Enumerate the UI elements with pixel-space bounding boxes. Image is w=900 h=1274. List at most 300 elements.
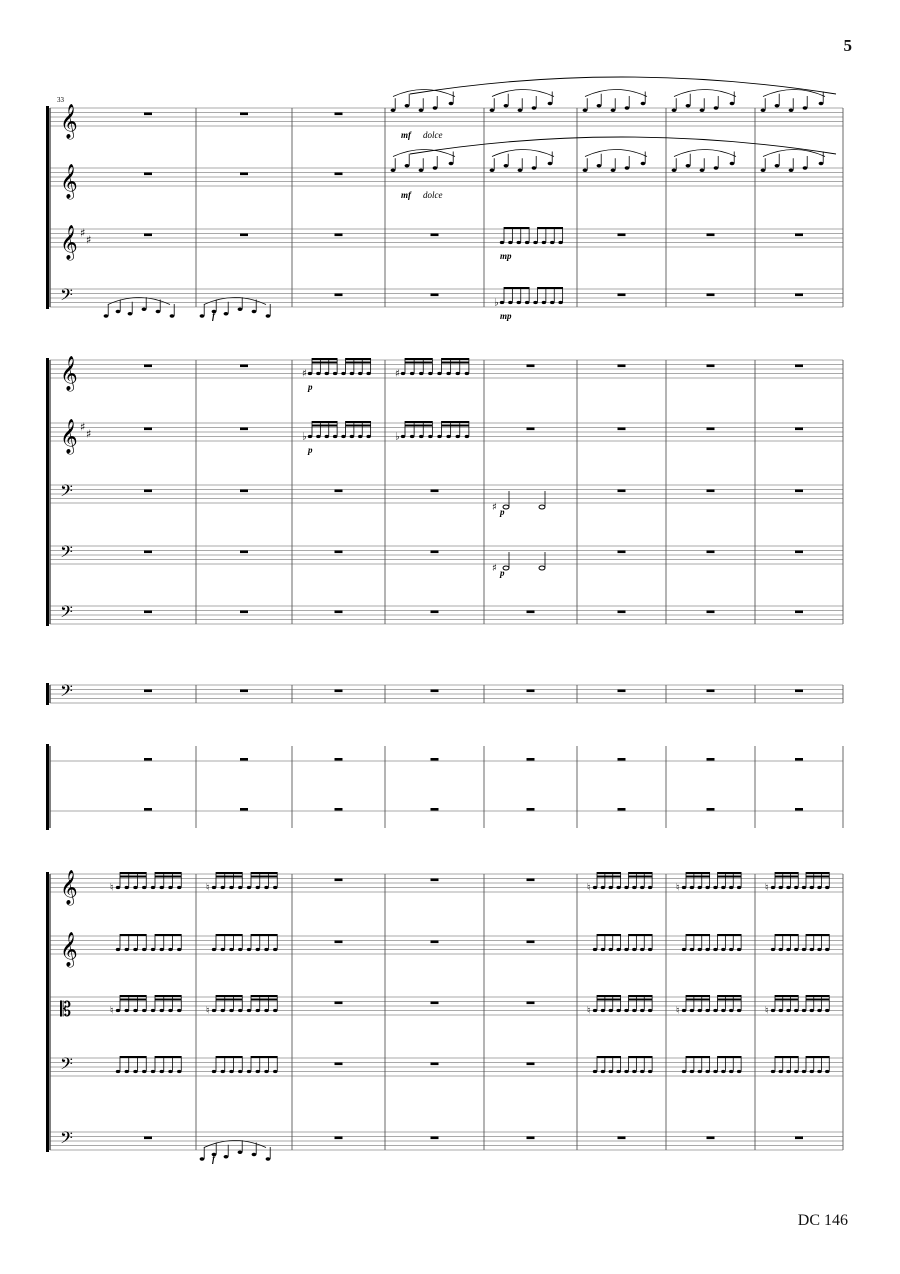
note-head bbox=[151, 886, 155, 889]
whole-rest bbox=[335, 1137, 343, 1140]
beam bbox=[806, 995, 829, 997]
note-head bbox=[542, 241, 546, 244]
note-head bbox=[133, 1070, 137, 1073]
slur bbox=[585, 90, 647, 97]
note-head bbox=[550, 301, 554, 304]
note-head bbox=[358, 372, 362, 375]
slur bbox=[204, 298, 266, 305]
note-head bbox=[729, 886, 733, 889]
whole-rest bbox=[795, 551, 803, 554]
note-head bbox=[771, 1070, 775, 1073]
note-head bbox=[682, 948, 686, 951]
slur bbox=[393, 90, 455, 97]
note-head bbox=[229, 1009, 233, 1012]
note-head bbox=[333, 435, 337, 438]
beam bbox=[120, 876, 146, 878]
alto-clef-icon: 𝄡 bbox=[60, 997, 72, 1021]
treble-clef-icon: 𝄞 bbox=[60, 419, 78, 454]
note-head bbox=[786, 1070, 790, 1073]
note-head bbox=[125, 886, 129, 889]
note-head bbox=[802, 886, 806, 889]
whole-rest bbox=[707, 1137, 715, 1140]
note-head bbox=[517, 301, 521, 304]
note-head bbox=[264, 1009, 268, 1012]
note-head bbox=[624, 886, 628, 889]
whole-rest bbox=[335, 113, 343, 116]
beam bbox=[442, 362, 469, 364]
note-head bbox=[729, 1070, 733, 1073]
note-head bbox=[308, 372, 312, 375]
note-head bbox=[419, 109, 424, 112]
whole-rest bbox=[795, 234, 803, 237]
whole-rest bbox=[335, 611, 343, 614]
note-head bbox=[721, 886, 725, 889]
note-head bbox=[789, 169, 794, 172]
note-head bbox=[700, 169, 705, 172]
note-head bbox=[333, 372, 337, 375]
note-head bbox=[786, 948, 790, 951]
whole-rest bbox=[618, 490, 626, 493]
beam bbox=[442, 421, 469, 423]
beam bbox=[251, 995, 277, 997]
beam bbox=[538, 227, 563, 229]
beam bbox=[251, 934, 277, 936]
accidental: ♭ bbox=[302, 431, 307, 443]
note-head bbox=[625, 166, 630, 169]
dynamic-mark: f bbox=[212, 311, 215, 321]
beam bbox=[806, 999, 829, 1001]
note-head bbox=[779, 948, 783, 951]
beam bbox=[216, 872, 242, 874]
note-head bbox=[817, 948, 821, 951]
note-head bbox=[410, 372, 414, 375]
note-head bbox=[401, 435, 405, 438]
note-head bbox=[256, 886, 260, 889]
note-head bbox=[128, 312, 133, 315]
whole-rest bbox=[618, 611, 626, 614]
whole-rest bbox=[527, 758, 535, 761]
note-head bbox=[771, 948, 775, 951]
whole-rest bbox=[144, 808, 152, 811]
note-head bbox=[698, 886, 702, 889]
note-head bbox=[583, 109, 588, 112]
note-head bbox=[229, 1070, 233, 1073]
key-sharp-icon: ♯ bbox=[86, 233, 92, 247]
whole-rest bbox=[240, 113, 248, 116]
dynamic-mark: mp bbox=[500, 311, 512, 321]
whole-rest bbox=[527, 428, 535, 431]
note-head bbox=[705, 1070, 709, 1073]
note-head bbox=[779, 1070, 783, 1073]
note-head bbox=[221, 948, 225, 951]
note-head bbox=[819, 102, 824, 105]
note-head bbox=[391, 169, 396, 172]
whole-rest bbox=[618, 294, 626, 297]
beam bbox=[155, 999, 181, 1001]
note-head bbox=[593, 886, 597, 889]
dynamic-mark: p bbox=[500, 568, 505, 578]
note-head bbox=[686, 164, 691, 167]
beam bbox=[216, 876, 242, 878]
beam bbox=[120, 999, 146, 1001]
note-head bbox=[177, 886, 181, 889]
note-head bbox=[593, 1009, 597, 1012]
beam bbox=[806, 1056, 829, 1058]
whole-rest bbox=[618, 365, 626, 368]
whole-rest bbox=[144, 490, 152, 493]
note-head bbox=[616, 1009, 620, 1012]
note-head bbox=[428, 435, 432, 438]
whole-rest bbox=[144, 690, 152, 693]
beam bbox=[251, 872, 277, 874]
beam bbox=[312, 362, 337, 364]
note-head bbox=[558, 241, 562, 244]
slur bbox=[492, 150, 554, 157]
whole-rest bbox=[144, 758, 152, 761]
note-head bbox=[160, 1070, 164, 1073]
beam bbox=[346, 421, 371, 423]
note-head bbox=[490, 109, 495, 112]
note-head bbox=[611, 109, 616, 112]
note-head bbox=[779, 1009, 783, 1012]
note-head bbox=[142, 1009, 146, 1012]
phrase-slur bbox=[410, 137, 836, 154]
note-head bbox=[682, 886, 686, 889]
beam bbox=[155, 995, 181, 997]
note-head bbox=[817, 886, 821, 889]
accidental: ♭ bbox=[395, 431, 400, 443]
whole-rest bbox=[144, 428, 152, 431]
beam bbox=[806, 876, 829, 878]
beam bbox=[686, 872, 710, 874]
note-head bbox=[142, 308, 147, 311]
note-head bbox=[682, 1070, 686, 1073]
note-head bbox=[221, 886, 225, 889]
note-head bbox=[273, 886, 277, 889]
note-head bbox=[817, 1009, 821, 1012]
note-head bbox=[125, 1070, 129, 1073]
note-head bbox=[648, 948, 652, 951]
whole-rest bbox=[240, 611, 248, 614]
note-head bbox=[125, 1009, 129, 1012]
note-head bbox=[825, 886, 829, 889]
beam bbox=[629, 872, 653, 874]
note-head bbox=[419, 435, 423, 438]
note-head bbox=[737, 1009, 741, 1012]
whole-rest bbox=[431, 1063, 439, 1066]
note-head bbox=[641, 162, 646, 165]
note-head bbox=[601, 1070, 605, 1073]
note-head bbox=[391, 109, 396, 112]
note-head bbox=[771, 886, 775, 889]
beam bbox=[405, 362, 432, 364]
slur bbox=[492, 90, 554, 97]
note-head bbox=[550, 241, 554, 244]
whole-rest bbox=[240, 490, 248, 493]
beam bbox=[597, 934, 621, 936]
note-head bbox=[737, 948, 741, 951]
note-head bbox=[713, 1070, 717, 1073]
system-bracket bbox=[46, 106, 49, 309]
whole-rest bbox=[707, 758, 715, 761]
whole-rest bbox=[527, 690, 535, 693]
beam bbox=[346, 362, 371, 364]
beam bbox=[686, 1056, 710, 1058]
note-head bbox=[632, 1009, 636, 1012]
whole-rest bbox=[431, 490, 439, 493]
whole-rest bbox=[144, 611, 152, 614]
note-head bbox=[200, 314, 205, 317]
note-head bbox=[142, 1070, 146, 1073]
whole-rest bbox=[431, 611, 439, 614]
note-head bbox=[256, 1009, 260, 1012]
note-head bbox=[686, 104, 691, 107]
bass-clef-icon: 𝄢 bbox=[60, 480, 73, 505]
note-head bbox=[177, 948, 181, 951]
note-head bbox=[737, 886, 741, 889]
note-head bbox=[803, 106, 808, 109]
note-head bbox=[810, 1009, 814, 1012]
treble-clef-icon: 𝄞 bbox=[60, 932, 78, 967]
note-head bbox=[446, 435, 450, 438]
whole-rest bbox=[795, 690, 803, 693]
whole-rest bbox=[527, 611, 535, 614]
beam bbox=[806, 934, 829, 936]
note-head bbox=[803, 166, 808, 169]
beam bbox=[155, 1056, 181, 1058]
note-head bbox=[446, 372, 450, 375]
note-head bbox=[705, 886, 709, 889]
note-head bbox=[611, 169, 616, 172]
note-head bbox=[786, 1009, 790, 1012]
note-head bbox=[548, 162, 553, 165]
note-head bbox=[810, 886, 814, 889]
beam bbox=[155, 934, 181, 936]
note-head bbox=[525, 301, 529, 304]
phrase-slur bbox=[410, 77, 836, 94]
note-head bbox=[212, 886, 216, 889]
note-head bbox=[160, 1009, 164, 1012]
note-head bbox=[168, 948, 172, 951]
note-head bbox=[273, 1009, 277, 1012]
note-head bbox=[597, 164, 602, 167]
accidental: ♯ bbox=[492, 502, 497, 513]
note-head bbox=[170, 314, 175, 317]
note-head bbox=[548, 102, 553, 105]
beam bbox=[775, 999, 798, 1001]
accidental: ♯ bbox=[302, 368, 307, 380]
beam bbox=[629, 934, 653, 936]
beam bbox=[346, 358, 371, 360]
note-head bbox=[624, 1009, 628, 1012]
note-head bbox=[794, 1070, 798, 1073]
whole-rest bbox=[144, 1137, 152, 1140]
note-head bbox=[810, 948, 814, 951]
note-head bbox=[517, 241, 521, 244]
whole-rest bbox=[144, 551, 152, 554]
beam bbox=[216, 1056, 242, 1058]
note-head bbox=[698, 1009, 702, 1012]
accidental: ♮ bbox=[587, 1005, 591, 1017]
whole-rest bbox=[795, 758, 803, 761]
note-head bbox=[640, 1009, 644, 1012]
note-head bbox=[238, 1009, 242, 1012]
note-head bbox=[151, 948, 155, 951]
note-head bbox=[698, 1070, 702, 1073]
beam bbox=[442, 358, 469, 360]
note-head bbox=[366, 372, 370, 375]
beam bbox=[312, 425, 337, 427]
whole-rest bbox=[335, 294, 343, 297]
beam bbox=[251, 876, 277, 878]
note-head bbox=[465, 435, 469, 438]
note-head bbox=[504, 104, 509, 107]
note-head bbox=[802, 948, 806, 951]
half-note bbox=[539, 566, 545, 570]
dynamic-mark: mf bbox=[401, 190, 411, 200]
note-head bbox=[238, 308, 243, 311]
note-head bbox=[648, 1009, 652, 1012]
note-head bbox=[465, 372, 469, 375]
note-head bbox=[238, 886, 242, 889]
whole-rest bbox=[240, 365, 248, 368]
bass-clef-icon: 𝄢 bbox=[60, 284, 73, 309]
note-head bbox=[817, 1070, 821, 1073]
note-head bbox=[532, 166, 537, 169]
dynamic-mark: p bbox=[500, 507, 505, 517]
note-head bbox=[794, 886, 798, 889]
beam bbox=[775, 876, 798, 878]
beam bbox=[597, 995, 621, 997]
beam bbox=[120, 872, 146, 874]
beam bbox=[775, 995, 798, 997]
note-head bbox=[632, 948, 636, 951]
whole-rest bbox=[707, 234, 715, 237]
note-head bbox=[789, 109, 794, 112]
whole-rest bbox=[431, 808, 439, 811]
note-head bbox=[266, 314, 271, 317]
whole-rest bbox=[144, 113, 152, 116]
whole-rest bbox=[527, 1002, 535, 1005]
note-head bbox=[229, 886, 233, 889]
note-head bbox=[729, 1009, 733, 1012]
note-head bbox=[593, 1070, 597, 1073]
note-head bbox=[794, 1009, 798, 1012]
expression-mark: dolce bbox=[423, 130, 443, 140]
beam bbox=[538, 287, 563, 289]
accidental: ♮ bbox=[765, 882, 769, 894]
note-head bbox=[690, 1009, 694, 1012]
beam bbox=[597, 876, 621, 878]
beam bbox=[251, 1056, 277, 1058]
bass-clef-icon: 𝄢 bbox=[60, 1053, 73, 1078]
note-head bbox=[518, 109, 523, 112]
whole-rest bbox=[144, 365, 152, 368]
note-head bbox=[705, 1009, 709, 1012]
note-head bbox=[625, 106, 630, 109]
half-note bbox=[539, 505, 545, 509]
note-head bbox=[212, 1009, 216, 1012]
note-head bbox=[308, 435, 312, 438]
note-head bbox=[325, 372, 329, 375]
note-head bbox=[456, 435, 460, 438]
note-head bbox=[133, 886, 137, 889]
beam bbox=[686, 876, 710, 878]
note-head bbox=[177, 1070, 181, 1073]
treble-clef-icon: 𝄞 bbox=[60, 104, 78, 139]
accidental: ♮ bbox=[110, 882, 114, 894]
note-head bbox=[433, 106, 438, 109]
whole-rest bbox=[431, 941, 439, 944]
note-head bbox=[771, 1009, 775, 1012]
whole-rest bbox=[431, 879, 439, 882]
whole-rest bbox=[795, 428, 803, 431]
whole-rest bbox=[240, 173, 248, 176]
note-head bbox=[428, 372, 432, 375]
note-head bbox=[341, 435, 345, 438]
note-head bbox=[116, 886, 120, 889]
treble-clef-icon: 𝄞 bbox=[60, 225, 78, 260]
note-head bbox=[721, 948, 725, 951]
note-head bbox=[558, 301, 562, 304]
note-head bbox=[433, 166, 438, 169]
whole-rest bbox=[335, 1063, 343, 1066]
bass-clef-icon: 𝄢 bbox=[60, 601, 73, 626]
note-head bbox=[609, 1070, 613, 1073]
beam bbox=[346, 425, 371, 427]
note-head bbox=[247, 948, 251, 951]
note-head bbox=[518, 169, 523, 172]
note-head bbox=[690, 886, 694, 889]
beam bbox=[718, 1056, 742, 1058]
beam bbox=[686, 995, 710, 997]
whole-rest bbox=[144, 173, 152, 176]
whole-rest bbox=[618, 808, 626, 811]
beam bbox=[216, 995, 242, 997]
whole-rest bbox=[795, 1137, 803, 1140]
beam bbox=[686, 934, 710, 936]
note-head bbox=[151, 1070, 155, 1073]
treble-clef-icon: 𝄞 bbox=[60, 870, 78, 905]
note-head bbox=[160, 948, 164, 951]
bass-clef-icon: 𝄢 bbox=[60, 1127, 73, 1152]
whole-rest bbox=[240, 808, 248, 811]
note-head bbox=[104, 314, 109, 317]
beam bbox=[120, 1056, 146, 1058]
beam bbox=[597, 872, 621, 874]
note-head bbox=[264, 886, 268, 889]
whole-rest bbox=[707, 365, 715, 368]
note-head bbox=[168, 1009, 172, 1012]
beam bbox=[312, 358, 337, 360]
dynamic-mark: p bbox=[308, 445, 313, 455]
note-head bbox=[632, 1070, 636, 1073]
note-head bbox=[641, 102, 646, 105]
catalog-number: DC 146 bbox=[797, 1212, 848, 1229]
accidental: ♭ bbox=[494, 297, 499, 309]
treble-clef-icon: 𝄞 bbox=[60, 164, 78, 199]
note-head bbox=[116, 310, 121, 313]
note-head bbox=[449, 102, 454, 105]
whole-rest bbox=[240, 428, 248, 431]
note-head bbox=[224, 312, 229, 315]
note-head bbox=[437, 435, 441, 438]
note-head bbox=[456, 372, 460, 375]
beam bbox=[312, 421, 337, 423]
note-head bbox=[601, 948, 605, 951]
note-head bbox=[729, 948, 733, 951]
beam bbox=[405, 358, 432, 360]
